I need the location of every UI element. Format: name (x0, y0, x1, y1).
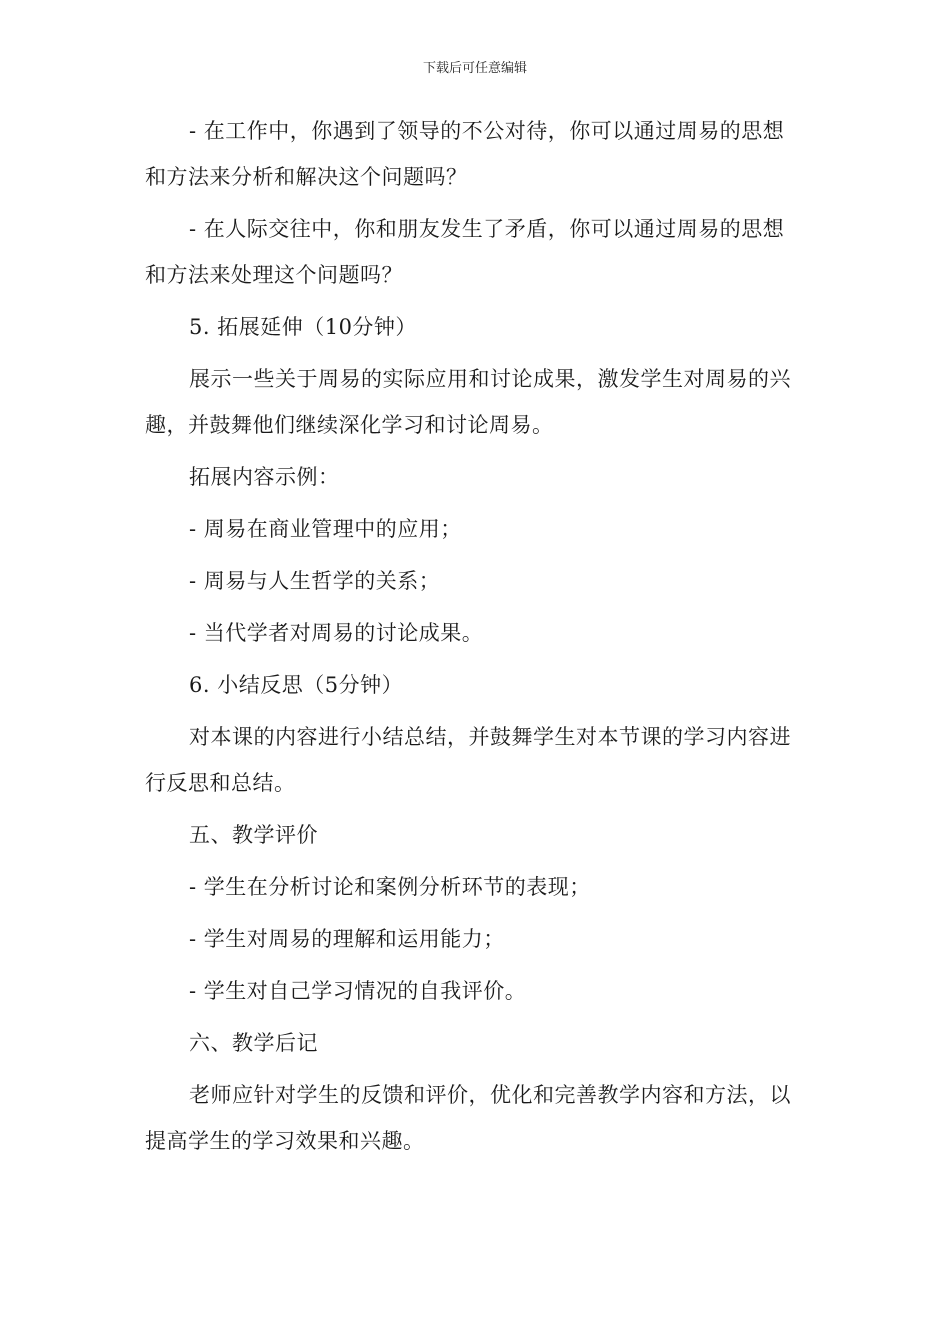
paragraph-summary-desc: 对本课的内容进行小结总结，并鼓舞学生对本节课的学习内容进行反思和总结。 (145, 725, 791, 795)
paragraph-question-work: - 在工作中，你遇到了领导的不公对待，你可以通过周易的思想和方法来分析和解决这个问题吗？ (145, 119, 785, 189)
document-body (145, 108, 795, 1170)
paragraph-extension-desc: 展示一些关于周易的实际应用和讨论成果，激发学生对周易的兴趣，并鼓舞他们继续深化学习和讨论周易。 (145, 367, 791, 437)
list-item-performance: - 学生在分析讨论和案例分析环节的表现； (189, 875, 591, 899)
list-item-business: - 周易在商业管理中的应用； (189, 517, 462, 541)
header-note: 下载后可任意编辑 (422, 61, 527, 76)
paragraph-question-social: - 在人际交往中，你和朋友发生了矛盾，你可以通过周易的思想和方法来处理这个问题吗？ (145, 217, 785, 287)
paragraph-extension-examples-label: 拓展内容示例： (189, 465, 340, 489)
section-heading-extension: 5. 拓展延伸（10分钟） (189, 315, 417, 339)
paragraph-postscript-desc: 老师应针对学生的反馈和评价，优化和完善教学内容和方法，以提高学生的学习效果和兴趣。 (145, 1083, 791, 1153)
list-item-scholars: - 当代学者对周易的讨论成果。 (189, 621, 484, 645)
list-item-understanding: - 学生对周易的理解和运用能力； (189, 927, 505, 951)
section-heading-postscript: 六、教学后记 (189, 1031, 318, 1055)
list-item-philosophy: - 周易与人生哲学的关系； (189, 569, 441, 593)
section-heading-summary: 6. 小结反思（5分钟） (189, 673, 404, 697)
section-heading-evaluation: 五、教学评价 (189, 823, 318, 847)
list-item-self-eval: - 学生对自己学习情况的自我评价。 (189, 979, 527, 1003)
